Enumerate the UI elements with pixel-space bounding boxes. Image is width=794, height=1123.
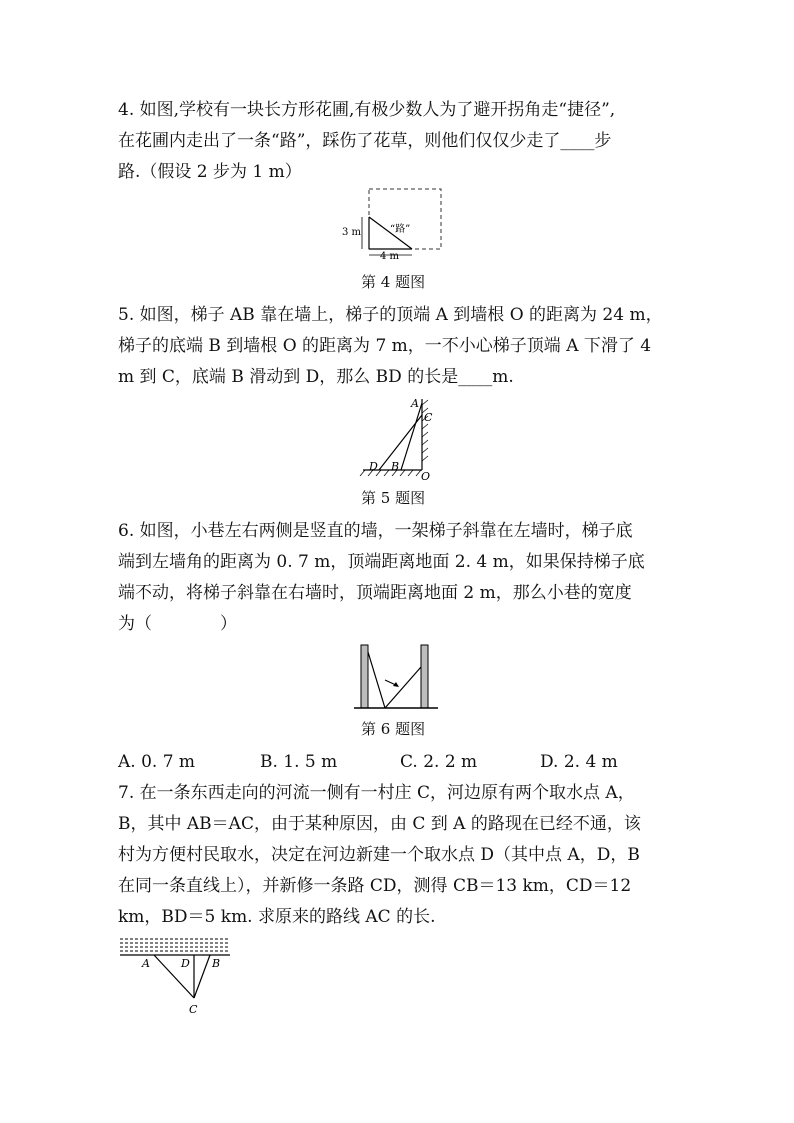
q6-line-2: 端到左墙角的距离为 0. 7 m，顶端距离地面 2. 4 m，如果保持梯子底 xyxy=(118,552,645,572)
q6-option-b[interactable]: B. 1. 5 m xyxy=(260,752,338,772)
q4-label-3m: 3 m xyxy=(342,227,362,238)
q6-option-c[interactable]: C. 2. 2 m xyxy=(400,752,478,772)
q6-caption: 第 6 题图 xyxy=(361,720,426,738)
q6-line-1: 6. 如图，小巷左右两侧是竖直的墙，一架梯子斜靠在左墙时，梯子底 xyxy=(118,521,633,541)
q6-line-3: 端不动，将梯子斜靠在右墙时，顶端距离地面 2 m，那么小巷的宽度 xyxy=(118,583,632,603)
ladder-cd xyxy=(379,415,422,470)
q5-label-c: C xyxy=(424,411,433,424)
q7-line-3: 村为方便村民取水，决定在河边新建一个取水点 D（其中点 A，D，B xyxy=(118,845,640,865)
q4-caption: 第 4 题图 xyxy=(361,273,426,291)
q7-label-c: C xyxy=(189,1003,198,1016)
q4-figure xyxy=(340,184,450,264)
q6-option-d[interactable]: D. 2. 4 m xyxy=(540,752,618,772)
q6-option-a[interactable]: A. 0. 7 m xyxy=(118,752,196,772)
ladder-left xyxy=(368,652,385,708)
river-lines xyxy=(120,939,230,951)
right-wall xyxy=(421,645,428,708)
q5-label-b: B xyxy=(391,460,400,473)
q4-line-1: 4. 如图,学校有一块长方形花圃,有极少数人为了避开拐角走“捷径”, xyxy=(118,100,616,120)
q5-line-3: m 到 C，底端 B 滑动到 D，那么 BD 的长是____m. xyxy=(118,367,514,387)
q6-figure xyxy=(352,642,442,712)
q5-caption: 第 5 题图 xyxy=(361,489,426,507)
q5-figure xyxy=(355,393,445,481)
wall-hatching xyxy=(422,400,428,461)
q5-line-2: 梯子的底端 B 到墙根 O 的距离为 7 m，一不小心梯子顶端 A 下滑了 4 xyxy=(118,336,652,356)
q5-label-a: A xyxy=(411,397,419,410)
left-wall xyxy=(361,645,368,708)
ladder-right xyxy=(385,667,421,708)
q7-label-a: A xyxy=(142,957,150,970)
segment-cb xyxy=(194,955,210,998)
q7-line-2: B，其中 AB＝AC，由于某种原因，由 C 到 A 的路现在已经不通，该 xyxy=(118,814,641,834)
q5-label-o: O xyxy=(421,470,431,481)
q7-line-4: 在同一条直线上），并新修一条路 CD，测得 CB＝13 km，CD＝12 xyxy=(118,876,632,896)
q5-label-d: D xyxy=(369,460,378,473)
q7-figure xyxy=(114,934,236,1018)
q7-line-1: 7. 在一条东西走向的河流一侧有一村庄 C，河边原有两个取水点 A， xyxy=(118,783,635,803)
q4-label-road: “路” xyxy=(390,224,411,235)
q4-line-3: 路.（假设 2 步为 1 m） xyxy=(118,162,302,182)
q5-line-1: 5. 如图，梯子 AB 靠在墙上，梯子的顶端 A 到墙根 O 的距离为 24 m， xyxy=(118,305,663,325)
q7-line-5: km，BD＝5 km. 求原来的路线 AC 的长. xyxy=(118,907,436,927)
q4-line-2: 在花圃内走出了一条“路”，踩伤了花草，则他们仅仅少走了____步 xyxy=(118,131,612,151)
q6-line-4: 为（ ） xyxy=(118,614,237,634)
q7-label-b: B xyxy=(212,957,221,970)
q7-label-d: D xyxy=(181,957,190,970)
flower-bed-outline xyxy=(369,189,441,249)
q4-label-4m: 4 m xyxy=(380,251,400,262)
ladder-ab xyxy=(401,403,422,470)
